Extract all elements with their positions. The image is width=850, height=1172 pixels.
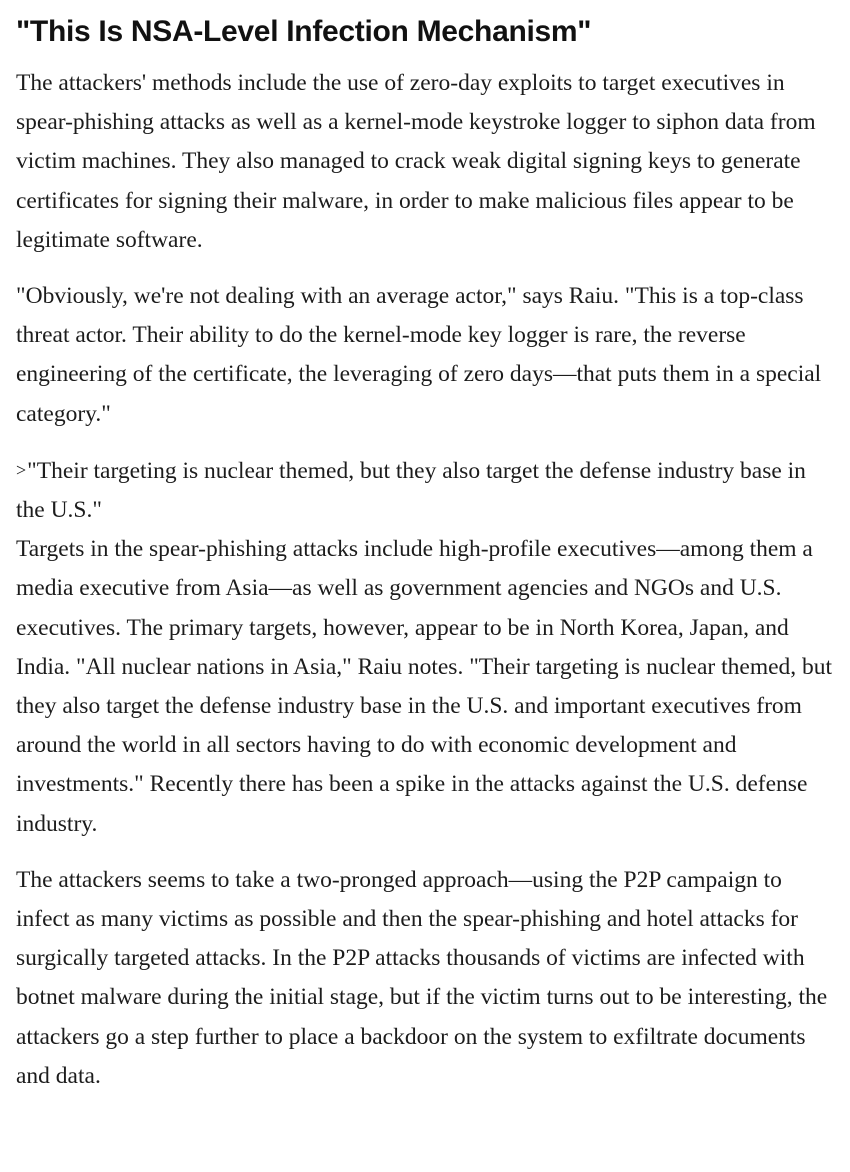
paragraph-two-pronged: The attackers seems to take a two-pronged approach—using the P2P campaign to infect as many victims as possible and then the spear-phishing and hotel attacks for surgically targeted attacks. In the P2P attacks thousands of victims are infected with botnet malware during the initial stage, but if the victim turns out to be interesting, the attackers go a step further to place a backdoor on the system to exfiltrate documents and data. (16, 866, 828, 1089)
paragraph-raiu-quote: "Obviously, we're not dealing with an average actor," says Raiu. "This is a top-class threat actor. Their ability to do the kernel-mode key logger is rare, the reverse engineering of the certificate, the leveraging of zero days—that puts them in a special category." (16, 283, 822, 427)
paragraph-methods: The attackers' methods include the use of zero-day exploits to target executives in spear-phishing attacks as well as a kernel-mode keystroke logger to siphon data from victim machines. They also managed to crack weak digital signing keys to generate certificates for signing their malware, in order to make malicious files appear to be legitimate software. (16, 70, 816, 253)
section-heading: "This Is NSA-Level Infection Mechanism" (16, 15, 592, 48)
paragraph-targets: Targets in the spear-phishing attacks include high-profile executives—among them a media executive from Asia—as well as government agencies and NGOs and U.S. executives. The primary targets, however, appear to be in North Korea, Japan, and India. "All nuclear nations in Asia," Raiu notes. "Their targeting is nuclear themed, but they also target the defense industry base in the U.S. and important executives from around the world in all sectors having to do with economic development and investments." Recently there has been a spike in the attacks against the U.S. defense industry. (16, 536, 833, 837)
pull-quote (16, 451, 834, 530)
pull-quote-text: "Their targeting is nuclear themed, but they also target the defense industry base in the U.S." (16, 457, 806, 524)
pull-quote-marker: > (16, 459, 27, 480)
